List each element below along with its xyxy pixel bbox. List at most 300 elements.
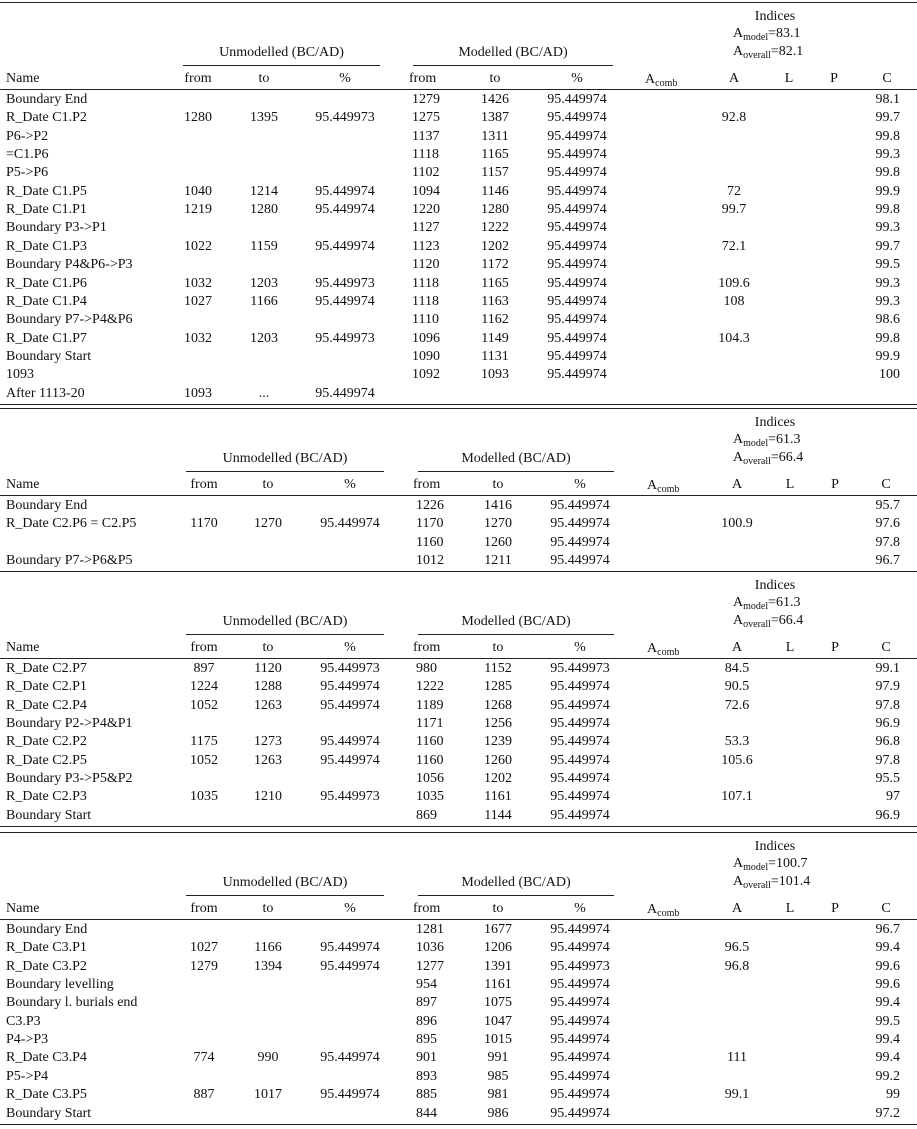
cell-unmodelled-from <box>169 715 239 733</box>
cell-modelled-to: 1152 <box>484 661 512 676</box>
cell-modelled-from: 1123 <box>412 238 440 254</box>
cell-modelled-percent: 95.449974 <box>547 183 607 199</box>
cell-unmodelled-percent <box>305 552 395 570</box>
cell-modelled-percent: 95.449974 <box>550 807 610 823</box>
unmodelled-header: Unmodelled (BC/AD) <box>219 45 344 60</box>
cell-c: 97.9 <box>875 679 900 695</box>
acomb-subscript: comb <box>657 484 680 495</box>
cell-modelled-to: 1211 <box>484 553 512 569</box>
cell-name: R_Date C3.P2 <box>6 958 87 974</box>
col-header-p: P <box>831 640 839 655</box>
cell-a: 109.6 <box>718 275 750 291</box>
cell-modelled-from: 885 <box>416 1087 437 1103</box>
cell-modelled-to: 1239 <box>484 734 512 750</box>
cell-c: 100 <box>879 367 900 383</box>
unmodelled-underline <box>186 895 384 896</box>
cell-unmodelled-to: 1166 <box>254 940 282 956</box>
cell-c: 95.5 <box>875 771 900 787</box>
cell-unmodelled-to <box>233 976 303 994</box>
cell-unmodelled-percent <box>305 807 395 825</box>
cell-unmodelled-to <box>229 164 299 182</box>
cell-modelled-to: 981 <box>487 1087 509 1103</box>
cell-modelled-from: 1275 <box>412 110 440 126</box>
acomb-symbol: A <box>647 902 658 917</box>
cell-a: 90.5 <box>724 679 750 695</box>
cell-modelled-percent: 95.449974 <box>550 940 610 956</box>
cell-unmodelled-from: 1052 <box>190 752 218 768</box>
cell-a <box>707 534 767 552</box>
cell-modelled-to: 1256 <box>484 716 512 732</box>
modelled-header: Modelled (BC/AD) <box>458 45 568 60</box>
cell-name: R_Date C3.P4 <box>6 1050 87 1066</box>
col-header-from: from <box>190 901 218 916</box>
indices-title: Indices <box>754 415 796 430</box>
cell-name: After 1113-20 <box>6 385 85 401</box>
cell-modelled-from: 893 <box>416 1068 437 1084</box>
cell-a: 53.3 <box>724 734 750 750</box>
cell-name: Boundary End <box>6 498 88 513</box>
cell-unmodelled-percent <box>305 497 395 515</box>
cell-unmodelled-to: ... <box>258 385 270 401</box>
cell-unmodelled-percent <box>305 715 395 733</box>
cell-name: P6->P2 <box>6 128 49 144</box>
index-subscript: overall <box>743 619 771 630</box>
cell-unmodelled-from: 1224 <box>190 679 218 695</box>
cell-unmodelled-to <box>229 146 299 164</box>
cell-unmodelled-from <box>169 1068 239 1086</box>
cell-name: Boundary End <box>6 922 88 937</box>
cell-modelled-percent: 95.449974 <box>550 716 610 732</box>
cell-unmodelled-from <box>169 534 239 552</box>
cell-c: 99.3 <box>875 147 900 163</box>
cell-modelled-percent: 95.449974 <box>550 534 610 550</box>
cell-c: 99.3 <box>875 220 900 236</box>
cell-modelled-to: 991 <box>487 1050 509 1066</box>
cell-a: 72 <box>727 183 741 199</box>
cell-unmodelled-to <box>229 366 299 384</box>
cell-modelled-percent: 95.449974 <box>550 516 610 532</box>
cell-unmodelled-to <box>229 128 299 146</box>
cell-modelled-to: 1387 <box>481 110 509 126</box>
cell-modelled-to: 1165 <box>481 147 509 163</box>
cell-c: 99.1 <box>875 661 900 676</box>
cell-unmodelled-percent <box>305 1068 395 1086</box>
cell-modelled-to: 1270 <box>484 516 512 532</box>
cell-modelled-percent: 95.449974 <box>550 1105 610 1121</box>
cell-modelled-to: 1202 <box>481 238 509 254</box>
cell-c: 97.2 <box>875 1105 900 1121</box>
cell-c: 97.8 <box>875 534 900 550</box>
index-value: =61.3 <box>768 595 801 610</box>
cell-modelled-to: 1163 <box>481 293 509 309</box>
cell-unmodelled-to: 1120 <box>254 661 282 676</box>
col-header-to: to <box>258 71 270 86</box>
cell-a <box>704 256 764 274</box>
col-header-from: from <box>190 477 218 492</box>
cell-unmodelled-from <box>169 1031 239 1049</box>
cell-unmodelled-to <box>229 311 299 329</box>
cell-c: 99 <box>886 1087 900 1103</box>
cell-modelled-to: 1131 <box>481 348 509 364</box>
cell-a: 108 <box>723 293 745 309</box>
cell-a <box>707 552 767 570</box>
cell-unmodelled-to: 1270 <box>254 516 282 532</box>
col-header-from: from <box>184 71 212 86</box>
cell-modelled-from: 1118 <box>412 293 439 309</box>
index-value: =100.7 <box>768 856 808 871</box>
cell-unmodelled-percent: 95.449974 <box>320 940 380 956</box>
cell-unmodelled-percent <box>300 348 390 366</box>
cell-unmodelled-from: 1279 <box>190 958 218 974</box>
cell-modelled-from: 1171 <box>416 716 444 732</box>
cell-unmodelled-percent <box>300 311 390 329</box>
col-header-modelled-to: to <box>492 640 504 655</box>
col-header-modelled-percent: % <box>574 640 586 655</box>
cell-unmodelled-from: 1040 <box>184 183 212 199</box>
acomb-subscript: comb <box>655 78 678 89</box>
col-header-name: Name <box>6 901 40 916</box>
cell-name: 1093 <box>6 367 34 383</box>
cell-c: 99.4 <box>875 1032 900 1048</box>
cell-unmodelled-percent <box>300 256 390 274</box>
cell-a: 105.6 <box>721 752 753 768</box>
cell-modelled-to: 1162 <box>481 312 509 328</box>
table-top-rule <box>0 2 917 3</box>
col-header-acomb <box>647 477 679 495</box>
cell-c: 99.7 <box>875 238 900 254</box>
cell-unmodelled-to <box>233 497 303 515</box>
cell-modelled-percent: 95.449974 <box>550 771 610 787</box>
cell-modelled-to: 1311 <box>481 128 509 144</box>
index-subscript: overall <box>743 456 771 467</box>
cell-c: 99.7 <box>875 110 900 126</box>
cell-unmodelled-to: 1288 <box>254 679 282 695</box>
cell-name: Boundary P3->P1 <box>6 220 107 236</box>
cell-modelled-percent: 95.449974 <box>550 1050 610 1066</box>
col-header-a: A <box>731 640 743 655</box>
col-header-from: from <box>190 640 218 655</box>
cell-c: 97.6 <box>875 516 900 532</box>
cell-modelled-percent: 95.449974 <box>547 220 607 236</box>
cell-unmodelled-to: 1214 <box>250 183 278 199</box>
cell-modelled-from: 1160 <box>416 534 444 550</box>
cell-a: 84.5 <box>724 661 750 676</box>
cell-name: P4->P3 <box>6 1032 49 1048</box>
cell-unmodelled-to: 1159 <box>250 238 278 254</box>
cell-unmodelled-percent <box>305 921 395 939</box>
cell-unmodelled-percent <box>300 219 390 237</box>
cell-c: 96.8 <box>875 734 900 750</box>
cell-c: 99.5 <box>875 257 900 273</box>
cell-name: Boundary P7->P6&P5 <box>6 553 133 569</box>
col-header-c: C <box>881 477 891 492</box>
cell-c: 99.8 <box>875 202 900 218</box>
cell-unmodelled-to <box>229 256 299 274</box>
cell-modelled-from: 1137 <box>412 128 440 144</box>
cell-modelled-percent: 95.449974 <box>547 348 607 364</box>
cell-unmodelled-from <box>163 128 233 146</box>
cell-name: R_Date C2.P1 <box>6 679 87 695</box>
cell-modelled-to: 1161 <box>484 789 512 805</box>
cell-unmodelled-to <box>233 1068 303 1086</box>
cell-modelled-percent: 95.449974 <box>547 147 607 163</box>
cell-modelled-to: 1206 <box>484 940 512 956</box>
cell-unmodelled-percent: 95.449974 <box>320 1050 380 1066</box>
index-symbol: A <box>733 874 744 889</box>
cell-unmodelled-percent: 95.449973 <box>315 330 375 346</box>
header-rule <box>0 89 917 90</box>
cell-modelled-percent: 95.449974 <box>550 697 610 713</box>
cell-name: R_Date C3.P5 <box>6 1087 87 1103</box>
cell-name: R_Date C2.P7 <box>6 661 87 676</box>
cell-modelled-to: 1149 <box>481 330 509 346</box>
cell-unmodelled-to <box>229 219 299 237</box>
col-header-a: A <box>731 477 743 492</box>
col-header-name: Name <box>6 640 40 655</box>
col-header-name: Name <box>6 71 40 86</box>
cell-unmodelled-from: 1022 <box>184 238 212 254</box>
cell-a: 99.7 <box>721 202 747 218</box>
cell-unmodelled-from: 1035 <box>190 789 218 805</box>
cell-c: 96.9 <box>875 716 900 732</box>
cell-c: 99.6 <box>875 977 900 993</box>
cell-modelled-from: 1096 <box>412 330 440 346</box>
cell-unmodelled-percent: 95.449974 <box>320 958 380 974</box>
cell-modelled-percent: 95.449974 <box>550 752 610 768</box>
cell-unmodelled-from: 1280 <box>184 110 212 126</box>
cell-unmodelled-from: 774 <box>193 1050 215 1066</box>
cell-unmodelled-from <box>169 921 239 939</box>
cell-modelled-to: 1416 <box>484 498 512 513</box>
cell-name: R_Date C3.P1 <box>6 940 87 956</box>
cell-a: 107.1 <box>721 789 753 805</box>
cell-modelled-percent: 95.449974 <box>547 92 607 107</box>
cell-c: 99.2 <box>875 1068 900 1084</box>
cell-unmodelled-to: 1017 <box>254 1087 282 1103</box>
unmodelled-underline <box>186 634 384 635</box>
cell-name: P5->P4 <box>6 1068 49 1084</box>
cell-unmodelled-from <box>163 256 233 274</box>
cell-modelled-percent: 95.449974 <box>547 293 607 309</box>
cell-unmodelled-to <box>233 770 303 788</box>
index-subscript: model <box>743 32 769 43</box>
cell-name: Boundary Start <box>6 1105 92 1121</box>
cell-modelled-from: 1035 <box>416 789 444 805</box>
cell-c: 97.8 <box>875 697 900 713</box>
cell-modelled-percent: 95.449974 <box>547 312 607 328</box>
cell-unmodelled-from <box>163 164 233 182</box>
cell-modelled-from: 1279 <box>412 92 440 107</box>
index-value: =66.4 <box>770 613 804 628</box>
cell-c: 99.3 <box>875 293 900 309</box>
indices-title: Indices <box>754 839 796 854</box>
cell-modelled-percent: 95.449974 <box>550 789 610 805</box>
cell-unmodelled-to: 1203 <box>250 275 278 291</box>
header-rule <box>0 919 917 920</box>
cell-a <box>704 91 764 109</box>
acomb-symbol: A <box>647 641 658 656</box>
indices-a-model <box>733 25 801 43</box>
cell-modelled-to: 1015 <box>484 1032 512 1048</box>
cell-modelled-to: 1260 <box>484 534 512 550</box>
cell-modelled-from: 901 <box>416 1050 437 1066</box>
cell-modelled-from: 1222 <box>416 679 444 695</box>
cell-name: R_Date C2.P3 <box>6 789 87 805</box>
cell-unmodelled-percent <box>300 128 390 146</box>
cell-modelled-from: 1160 <box>416 734 444 750</box>
cell-modelled-from: 1092 <box>412 367 440 383</box>
cell-name: C3.P3 <box>6 1013 41 1029</box>
cell-unmodelled-percent: 95.449974 <box>315 183 375 199</box>
col-header-modelled-percent: % <box>574 901 586 916</box>
cell-modelled-to: 1222 <box>481 220 509 236</box>
cell-modelled-to: 1144 <box>484 807 512 823</box>
col-header-p: P <box>830 71 838 86</box>
cell-unmodelled-from <box>163 146 233 164</box>
index-symbol: A <box>733 26 744 41</box>
table-top-rule <box>0 571 917 572</box>
cell-modelled-to: 985 <box>487 1068 509 1084</box>
col-header-modelled-percent: % <box>574 477 586 492</box>
col-header-modelled-to: to <box>492 477 504 492</box>
cell-unmodelled-from <box>169 552 239 570</box>
cell-modelled-from <box>412 385 462 403</box>
cell-modelled-from: 844 <box>416 1105 437 1121</box>
cell-unmodelled-to <box>233 552 303 570</box>
cell-c: 99.8 <box>875 128 900 144</box>
cell-modelled-from: 1170 <box>416 516 444 532</box>
cell-unmodelled-percent: 95.449974 <box>320 679 380 695</box>
cell-unmodelled-percent: 95.449974 <box>315 238 375 254</box>
cell-a <box>707 770 767 788</box>
cell-modelled-to: 1268 <box>484 697 512 713</box>
cell-modelled-from: 954 <box>416 977 437 993</box>
cell-modelled-from: 1118 <box>412 275 439 291</box>
cell-unmodelled-to <box>233 1031 303 1049</box>
cell-name: Boundary P3->P5&P2 <box>6 771 133 787</box>
cell-unmodelled-to <box>233 921 303 939</box>
cell-a: 72.6 <box>724 697 750 713</box>
cell-unmodelled-percent <box>300 164 390 182</box>
cell-unmodelled-from: 1093 <box>184 385 212 401</box>
cell-modelled-to <box>460 385 530 403</box>
cell-c: 99.9 <box>875 183 900 199</box>
cell-modelled-from: 1127 <box>412 220 440 236</box>
index-symbol: A <box>733 44 744 59</box>
cell-modelled-percent: 95.449974 <box>550 995 610 1011</box>
cell-modelled-to: 1285 <box>484 679 512 695</box>
col-header-modelled-to: to <box>492 901 504 916</box>
cell-modelled-to: 1165 <box>481 275 509 291</box>
cell-name: Boundary levelling <box>6 977 114 993</box>
cell-unmodelled-percent <box>305 534 395 552</box>
acomb-subscript: comb <box>657 908 680 919</box>
col-header-a: A <box>728 71 740 86</box>
cell-c: 96.7 <box>875 922 900 937</box>
index-subscript: model <box>743 601 769 612</box>
cell-modelled-percent: 95.449974 <box>550 679 610 695</box>
cell-modelled-to: 1426 <box>481 92 509 107</box>
index-symbol: A <box>733 595 744 610</box>
cell-a <box>707 1013 767 1031</box>
cell-modelled-percent: 95.449974 <box>550 1013 610 1029</box>
cell-a: 96.5 <box>724 940 750 956</box>
table-bottom-rule <box>0 826 917 827</box>
cell-modelled-from: 1160 <box>416 752 444 768</box>
cell-modelled-from: 1012 <box>416 553 444 569</box>
cell-unmodelled-to <box>233 534 303 552</box>
indices-a-overall <box>733 43 803 61</box>
cell-name: R_Date C1.P7 <box>6 330 87 346</box>
cell-unmodelled-from: 887 <box>193 1087 215 1103</box>
cell-name: R_Date C2.P6 = C2.P5 <box>6 516 137 532</box>
indices-a-model <box>733 855 808 873</box>
col-header-modelled-from: from <box>413 901 441 916</box>
cell-unmodelled-from <box>163 219 233 237</box>
cell-unmodelled-percent: 95.449974 <box>320 516 380 532</box>
modelled-header: Modelled (BC/AD) <box>461 614 571 629</box>
cell-c: 99.6 <box>875 958 900 974</box>
cell-modelled-from: 1281 <box>416 922 444 937</box>
cell-unmodelled-percent <box>305 770 395 788</box>
cell-a <box>707 921 767 939</box>
index-value: =66.4 <box>770 450 804 465</box>
cell-name: =C1.P6 <box>6 147 49 163</box>
cell-name: R_Date C2.P5 <box>6 752 87 768</box>
cell-unmodelled-to: 990 <box>257 1050 279 1066</box>
cell-modelled-percent: 95.449974 <box>547 165 607 181</box>
cell-unmodelled-percent <box>305 1013 395 1031</box>
cell-name: R_Date C1.P5 <box>6 183 87 199</box>
cell-modelled-to: 1047 <box>484 1013 512 1029</box>
cell-unmodelled-percent: 95.449974 <box>320 734 380 750</box>
cell-modelled-percent: 95.449974 <box>547 275 607 291</box>
cell-unmodelled-to: 1263 <box>254 752 282 768</box>
cell-a <box>707 1105 767 1123</box>
cell-a <box>707 976 767 994</box>
modelled-underline <box>418 634 614 635</box>
index-subscript: overall <box>743 50 771 61</box>
cell-unmodelled-percent <box>300 146 390 164</box>
cell-modelled-percent: 95.449974 <box>550 1068 610 1084</box>
cell-a: 96.8 <box>724 958 750 974</box>
cell-name: R_Date C1.P1 <box>6 202 87 218</box>
cell-modelled-percent: 95.449974 <box>550 1087 610 1103</box>
index-symbol: A <box>733 432 744 447</box>
cell-modelled-to: 1280 <box>481 202 509 218</box>
cell-unmodelled-percent: 95.449973 <box>315 275 375 291</box>
cell-modelled-percent: 95.449974 <box>550 977 610 993</box>
cell-modelled-from: 897 <box>416 995 437 1011</box>
cell-modelled-to: 1075 <box>484 995 512 1011</box>
cell-unmodelled-from <box>163 91 233 109</box>
col-header-percent: % <box>344 901 356 916</box>
cell-a <box>707 1068 767 1086</box>
header-rule <box>0 658 917 659</box>
cell-modelled-from: 896 <box>416 1013 437 1029</box>
cell-unmodelled-from: 1027 <box>184 293 212 309</box>
modelled-underline <box>413 65 613 66</box>
index-subscript: overall <box>743 880 771 891</box>
col-header-c: C <box>881 901 891 916</box>
cell-unmodelled-from <box>169 1105 239 1123</box>
cell-unmodelled-to: 1395 <box>250 110 278 126</box>
header-rule <box>0 495 917 496</box>
col-header-l: L <box>785 901 795 916</box>
cell-modelled-percent: 95.449974 <box>547 330 607 346</box>
cell-name: R_Date C2.P2 <box>6 734 87 750</box>
cell-a: 104.3 <box>718 330 750 346</box>
